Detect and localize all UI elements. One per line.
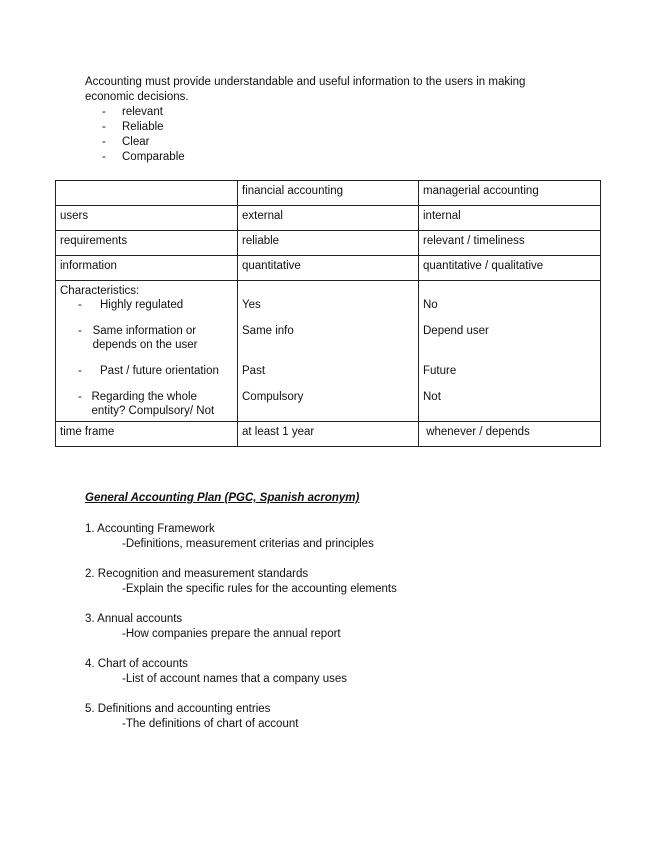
table-cell: at least 1 year <box>238 422 419 447</box>
financial-characteristics-cell: Yes Same info Past Compulsory <box>238 281 419 422</box>
table-header-row <box>56 181 601 206</box>
managerial-characteristics-cell: No Depend user Future Not <box>419 281 601 422</box>
table-cell: relevant / timeliness <box>419 231 601 256</box>
table-cell: users <box>56 206 238 231</box>
list-item: - Reliable <box>102 121 164 133</box>
table-cell: time frame <box>56 422 238 447</box>
pgc-list <box>85 522 397 747</box>
section-title: General Accounting Plan (PGC, Spanish acronym) <box>85 492 360 504</box>
table-row <box>56 422 601 447</box>
table-cell: quantitative / qualitative <box>419 256 601 281</box>
table-cell: external <box>238 206 419 231</box>
comparison-table <box>55 180 601 447</box>
list-item: 2. Recognition and measurement standards -Explain the specific rules for the accounting elements <box>85 568 397 595</box>
table-cell: internal <box>419 206 601 231</box>
list-item: 5. Definitions and accounting entries -The definitions of chart of account <box>85 703 299 730</box>
table-cell: requirements <box>56 231 238 256</box>
table-row <box>56 206 601 231</box>
list-item: 1. Accounting Framework -Definitions, measurement criterias and principles <box>85 523 374 550</box>
table-cell: reliable <box>238 231 419 256</box>
intro-paragraph: Accounting must provide understandable and useful information to the users in making economic decisions. <box>85 76 526 103</box>
characteristics-row <box>56 281 601 422</box>
table-cell: quantitative <box>238 256 419 281</box>
list-item: - Comparable <box>102 151 185 163</box>
table-row <box>56 256 601 281</box>
table-row <box>56 231 601 256</box>
list-item: - relevant <box>102 106 163 118</box>
header-cell <box>56 181 238 206</box>
list-item: - Clear <box>102 136 150 148</box>
qualities-list <box>102 105 185 165</box>
table-cell: information <box>56 256 238 281</box>
characteristics-cell: Characteristics: - Highly regulated - Same information or depends on the user - Past / future orientation - Regarding the whole entity? Compulsory/ Not <box>56 281 238 422</box>
table-cell: whenever / depends <box>419 422 601 447</box>
header-cell: financial accounting <box>238 181 419 206</box>
header-cell: managerial accounting <box>419 181 601 206</box>
list-item: 3. Annual accounts -How companies prepare the annual report <box>85 613 341 640</box>
list-item: 4. Chart of accounts -List of account names that a company uses <box>85 658 348 685</box>
